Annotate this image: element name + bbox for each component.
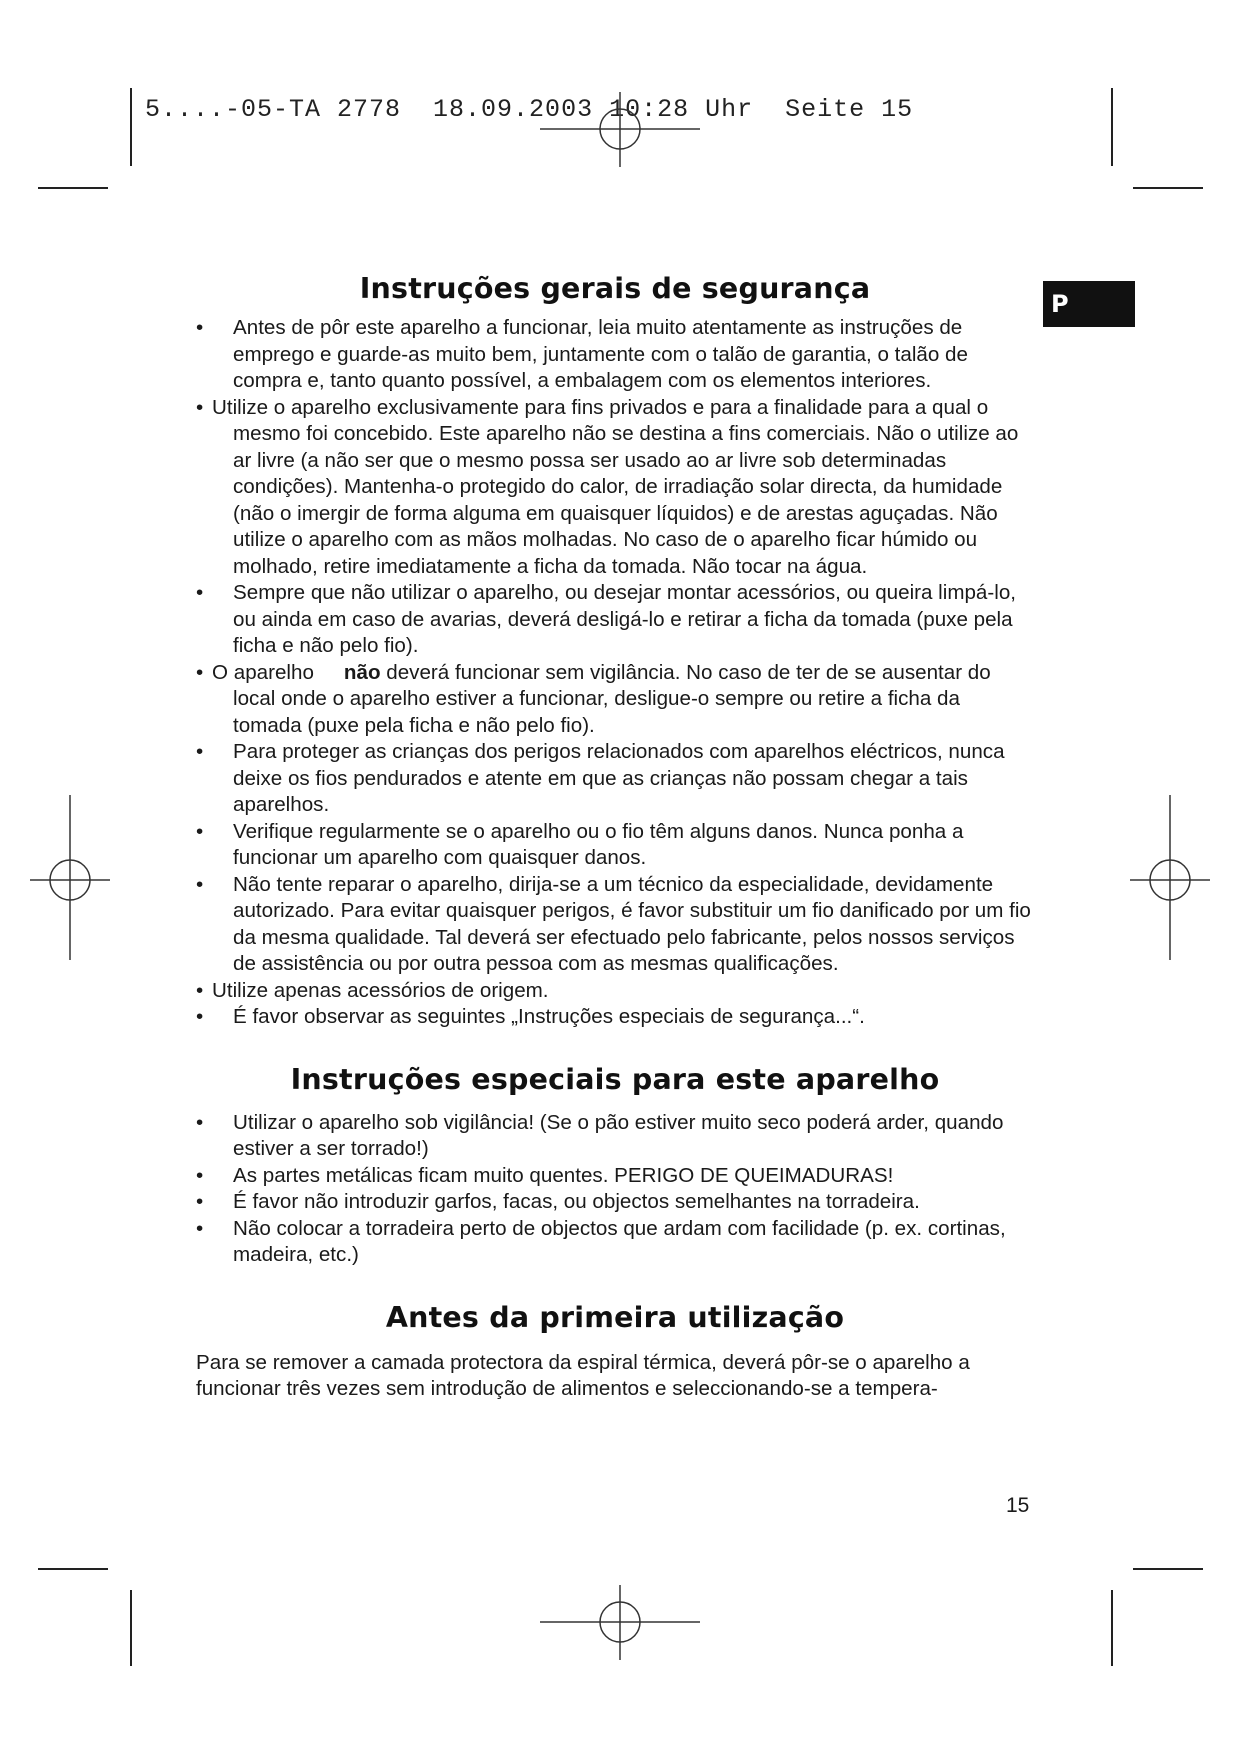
page-number: 15 — [1006, 1494, 1030, 1517]
crop-mark — [1111, 1590, 1113, 1666]
list-item: • O aparelho não deverá funcionar sem vigilância. No caso de ter de se ausentar do local onde o aparelho estiver a funcionar, desligue-o sempre ou retire a ficha da tomada (puxe pela ficha e não pelo fio). — [196, 660, 991, 737]
list-item: • Antes de pôr este aparelho a funcionar, leia muito atentamente as instruções de emprego e guarde-as muito bem, juntamente com o talão de garantia, o talão de compra e, tanto quanto possível, a embalagem com os elementos interiores. — [196, 315, 1034, 395]
page-content — [196, 272, 1034, 1403]
list-item: • Utilize apenas acessórios de origem. — [196, 978, 549, 1002]
crop-mark — [1133, 187, 1203, 189]
list-item: • Utilizar o aparelho sob vigilância! (Se o pão estiver muito seco poderá arder, quando estiver a ser torrado!) — [196, 1110, 1034, 1163]
list-item: • Sempre que não utilizar o aparelho, ou desejar montar acessórios, ou queira limpá-lo, ou ainda em caso de avarias, deverá desligá-lo e retirar a ficha da tomada (puxe pela ficha e não pelo fio). — [196, 580, 1034, 660]
crop-mark — [38, 1568, 108, 1570]
list-item: • É favor não introduzir garfos, facas, ou objectos semelhantes na torradeira. — [196, 1189, 1034, 1216]
section-title-special-instructions: Instruções especiais para este aparelho — [290, 1062, 940, 1096]
printer-slug: 5....-05-TA 2778 18.09.2003 10:28 Uhr Seite 15 — [145, 95, 914, 124]
list-item: • Para proteger as crianças dos perigos relacionados com aparelhos eléctricos, nunca deixe os fios pendurados e atente em que as crianças não possam chegar a tais aparelhos. — [196, 739, 1034, 819]
registration-mark-left — [30, 795, 110, 960]
list-item: • Não tente reparar o aparelho, dirija-se a um técnico da especialidade, devidamente autorizado. Para evitar quaisquer perigos, é favor substituir um fio danificado por um fio da mesma qualidade. Tal deverá ser efectuado pelo fabricante, pelos nossos serviços de assistência ou por outra pessoa com as mesmas qualificações. — [196, 872, 1034, 978]
list-item: • Não colocar a torradeira perto de objectos que ardam com facilidade (p. ex. cortinas, madeira, etc.) — [196, 1216, 1034, 1269]
list-item: • É favor observar as seguintes „Instruções especiais de segurança...“. — [196, 1004, 1034, 1031]
list-item: • As partes metálicas ficam muito quentes. PERIGO DE QUEIMADURAS! — [196, 1163, 1034, 1190]
section-title-general-safety: Instruções gerais de segurança — [359, 272, 871, 305]
list-item: • Utilize o aparelho exclusivamente para fins privados e para a finalidade para a qual o mesmo foi concebido. Este aparelho não se destina a fins comerciais. Não o utilize ao ar livre (a não ser que o mesmo possa ser usado ao ar livre sob determinadas condições). Mantenha-o protegido do calor, de irradiação solar directa, da humidade (não o imergir de forma alguma em quaisquer líquidos) e de arestas aguçadas. Não utilize o aparelho com as mãos molhadas. No caso de o aparelho ficar húmido ou molhado, retire imediatamente a ficha da tomada. Não tocar na água. — [196, 395, 1019, 578]
language-tab: P — [1043, 281, 1135, 327]
registration-mark-top — [540, 92, 700, 172]
section-title-before-first-use: Antes da primeira utilização — [385, 1300, 845, 1334]
first-use-paragraph: Para se remover a camada protectora da espiral térmica, deverá pôr-se o aparelho a funcionar três vezes sem introdução de alimentos e seleccionando-se a tempera- — [196, 1350, 970, 1400]
list-item: • Verifique regularmente se o aparelho ou o fio têm alguns danos. Nunca ponha a funcionar um aparelho com quaisquer danos. — [196, 819, 1034, 872]
crop-mark — [130, 1590, 132, 1666]
emphasis-nao: não — [343, 660, 381, 684]
crop-mark — [1111, 88, 1113, 166]
special-instructions-list — [196, 1110, 1034, 1269]
crop-mark — [1133, 1568, 1203, 1570]
crop-mark — [130, 88, 132, 166]
general-safety-list — [196, 315, 1034, 1031]
registration-mark-bottom — [540, 1585, 700, 1665]
crop-mark — [38, 187, 108, 189]
registration-mark-right — [1130, 795, 1210, 960]
